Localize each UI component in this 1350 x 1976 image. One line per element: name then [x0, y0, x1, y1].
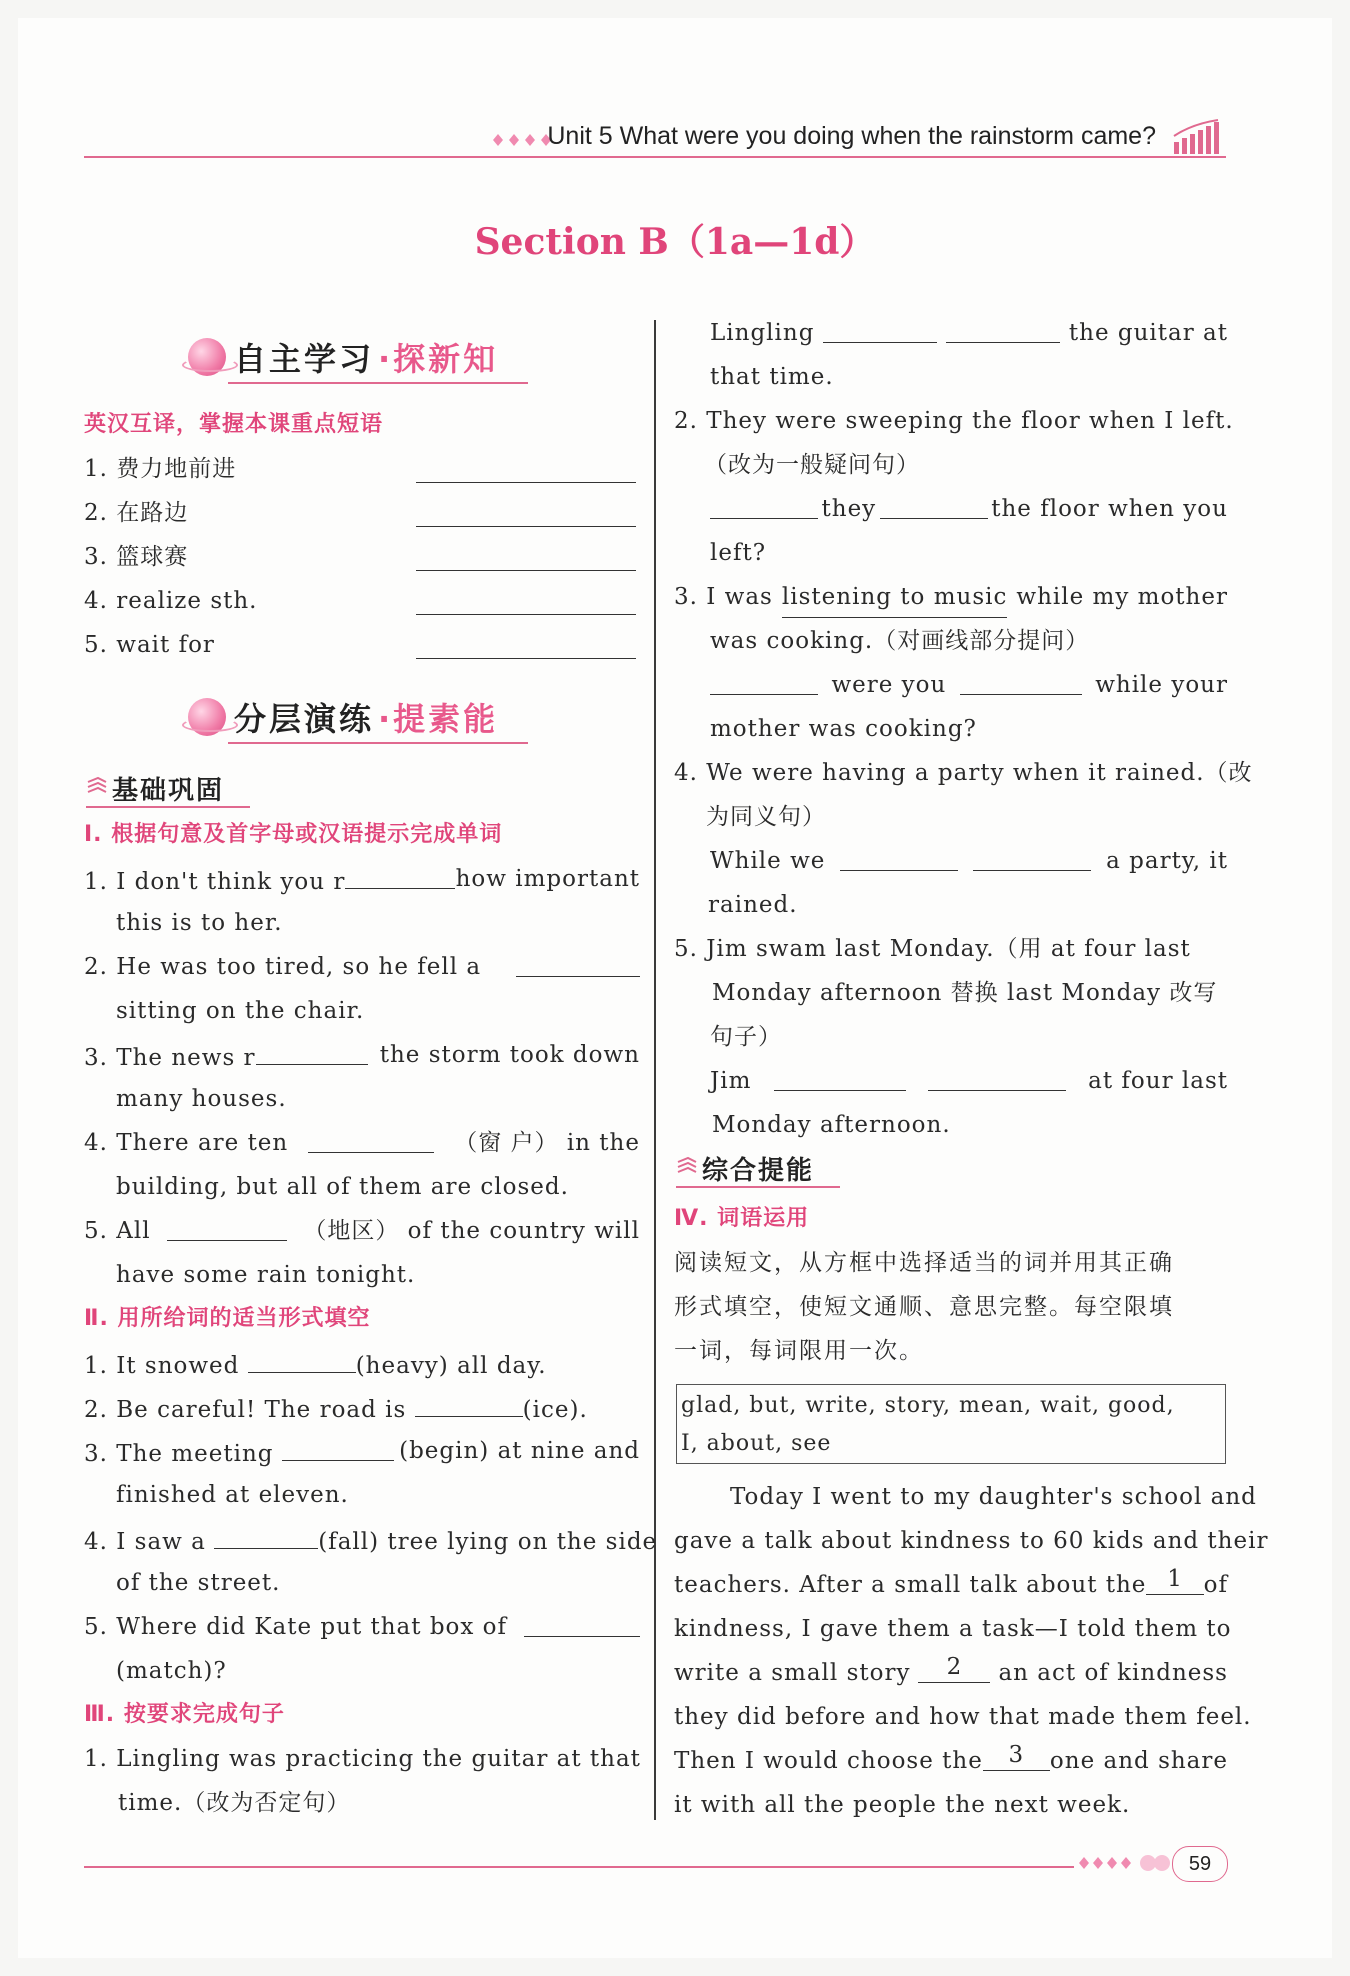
- answer-blank[interactable]: [345, 858, 455, 889]
- question: 5. All （地区） of the country will: [84, 1210, 640, 1252]
- banner-title-2: 分层演练: [234, 700, 375, 738]
- underlined-phrase: listening to music: [782, 576, 1007, 618]
- part4-heading: Ⅳ. 词语运用: [674, 1206, 810, 1231]
- vocab-instruction: 英汉互译，掌握本课重点短语: [84, 412, 384, 437]
- answer-blank[interactable]: [823, 312, 937, 343]
- part3-heading: Ⅲ. 按要求完成句子: [84, 1702, 285, 1727]
- numbered-blank[interactable]: 2: [918, 1652, 990, 1683]
- answer-blank[interactable]: [946, 312, 1060, 343]
- vocab-item: 1. 费力地前进: [84, 448, 640, 490]
- subheading-basic: 基础巩固: [86, 766, 250, 810]
- answer-blank[interactable]: [928, 1060, 1066, 1091]
- answer-blank[interactable]: [524, 1606, 640, 1637]
- passage-line: teachers. After a small talk about the 1 of: [674, 1566, 1228, 1598]
- vocab-item: 4. realize sth.: [84, 580, 640, 622]
- banner-practice: [188, 688, 548, 748]
- answer-blank[interactable]: [710, 664, 818, 695]
- answer-blank[interactable]: [416, 496, 636, 527]
- question: 2. They were sweeping the floor when I left.: [674, 408, 1234, 434]
- question-cont: Jim at four last: [674, 1060, 1228, 1102]
- answer-blank[interactable]: [416, 584, 636, 615]
- answer-blank[interactable]: [256, 1034, 368, 1065]
- subheading-comprehensive: 综合提能: [676, 1146, 840, 1190]
- question: 2. Be careful! The road is (ice).: [84, 1386, 640, 1428]
- footer-rule: [84, 1866, 1074, 1868]
- answer-blank[interactable]: [416, 628, 636, 659]
- question: 3. The meeting (begin) at nine and: [84, 1430, 640, 1472]
- word-bank-box: glad, but, write, story, mean, wait, good, I, about, see: [676, 1384, 1226, 1464]
- answer-blank[interactable]: [960, 664, 1082, 695]
- question: 5. Where did Kate put that box of: [84, 1606, 640, 1648]
- banner-title-1-accent: ·探新知: [378, 340, 499, 378]
- numbered-blank[interactable]: 3: [983, 1740, 1050, 1771]
- banner-title-1: 自主学习: [234, 340, 375, 378]
- stacked-pages-icon: [86, 776, 108, 798]
- answer-blank[interactable]: [710, 488, 818, 519]
- vocab-item: 2. 在路边: [84, 492, 640, 534]
- answer-blank[interactable]: [973, 840, 1091, 871]
- answer-blank[interactable]: [880, 488, 988, 519]
- numbered-blank[interactable]: 1: [1146, 1564, 1203, 1595]
- answer-blank[interactable]: [840, 840, 958, 871]
- question: 1. It snowed (heavy) all day.: [84, 1342, 640, 1384]
- question: 1. Lingling was practicing the guitar at that: [84, 1746, 641, 1772]
- question: 4. There are ten （窗 户） in the: [84, 1122, 640, 1164]
- question: 5. Jim swam last Monday.（用 at four last: [674, 936, 1191, 962]
- diamond-dots-icon: [1078, 1854, 1174, 1872]
- question: 2. He was too tired, so he fell a: [84, 946, 640, 988]
- question-cont: While we a party, it: [674, 840, 1228, 882]
- question-cont: they the floor when you: [674, 488, 1228, 530]
- answer-blank[interactable]: [308, 1122, 434, 1153]
- answer-blank[interactable]: [214, 1518, 318, 1549]
- question: 3. The news r the storm took down: [84, 1034, 640, 1076]
- answer-blank[interactable]: [774, 1060, 906, 1091]
- part1-heading: Ⅰ. 根据句意及首字母或汉语提示完成单词: [84, 822, 503, 847]
- passage-line: Then I would choose the 3 one and share: [674, 1742, 1228, 1774]
- part2-heading: Ⅱ. 用所给词的适当形式填空: [84, 1306, 371, 1331]
- answer-blank[interactable]: [282, 1430, 394, 1461]
- question: 1. I don't think you r how important: [84, 858, 640, 900]
- question-cont: were you while your: [674, 664, 1228, 706]
- answer-blank[interactable]: [167, 1210, 287, 1241]
- question-cont: Lingling the guitar at: [674, 312, 1228, 354]
- answer-blank[interactable]: [248, 1342, 356, 1373]
- question: 4. We were having a party when it rained.（改: [674, 760, 1253, 786]
- stacked-pages-icon: [676, 1156, 698, 1178]
- vocab-item: 3. 篮球赛: [84, 536, 640, 578]
- answer-blank[interactable]: [516, 946, 640, 977]
- running-header: [84, 118, 1226, 158]
- answer-blank[interactable]: [415, 1386, 523, 1417]
- page-number: 59: [1172, 1846, 1228, 1882]
- diamond-dots-icon: [492, 132, 554, 148]
- bar-graph-icon: [1172, 118, 1222, 154]
- vocab-item: 5. wait for: [84, 624, 640, 666]
- passage-line: write a small story 2 an act of kindness: [674, 1654, 1228, 1686]
- answer-blank[interactable]: [416, 452, 636, 483]
- question: 4. I saw a (fall) tree lying on the side: [84, 1518, 640, 1560]
- unit-title: Unit 5 What were you doing when the rainstorm came?: [547, 122, 1156, 150]
- question: 3. I was listening to music while my mother: [674, 576, 1228, 618]
- section-title: Section B（1a—1d）: [474, 221, 876, 263]
- banner-title-2-accent: ·提素能: [378, 700, 499, 738]
- banner-self-study: [188, 328, 548, 388]
- answer-blank[interactable]: [416, 540, 636, 571]
